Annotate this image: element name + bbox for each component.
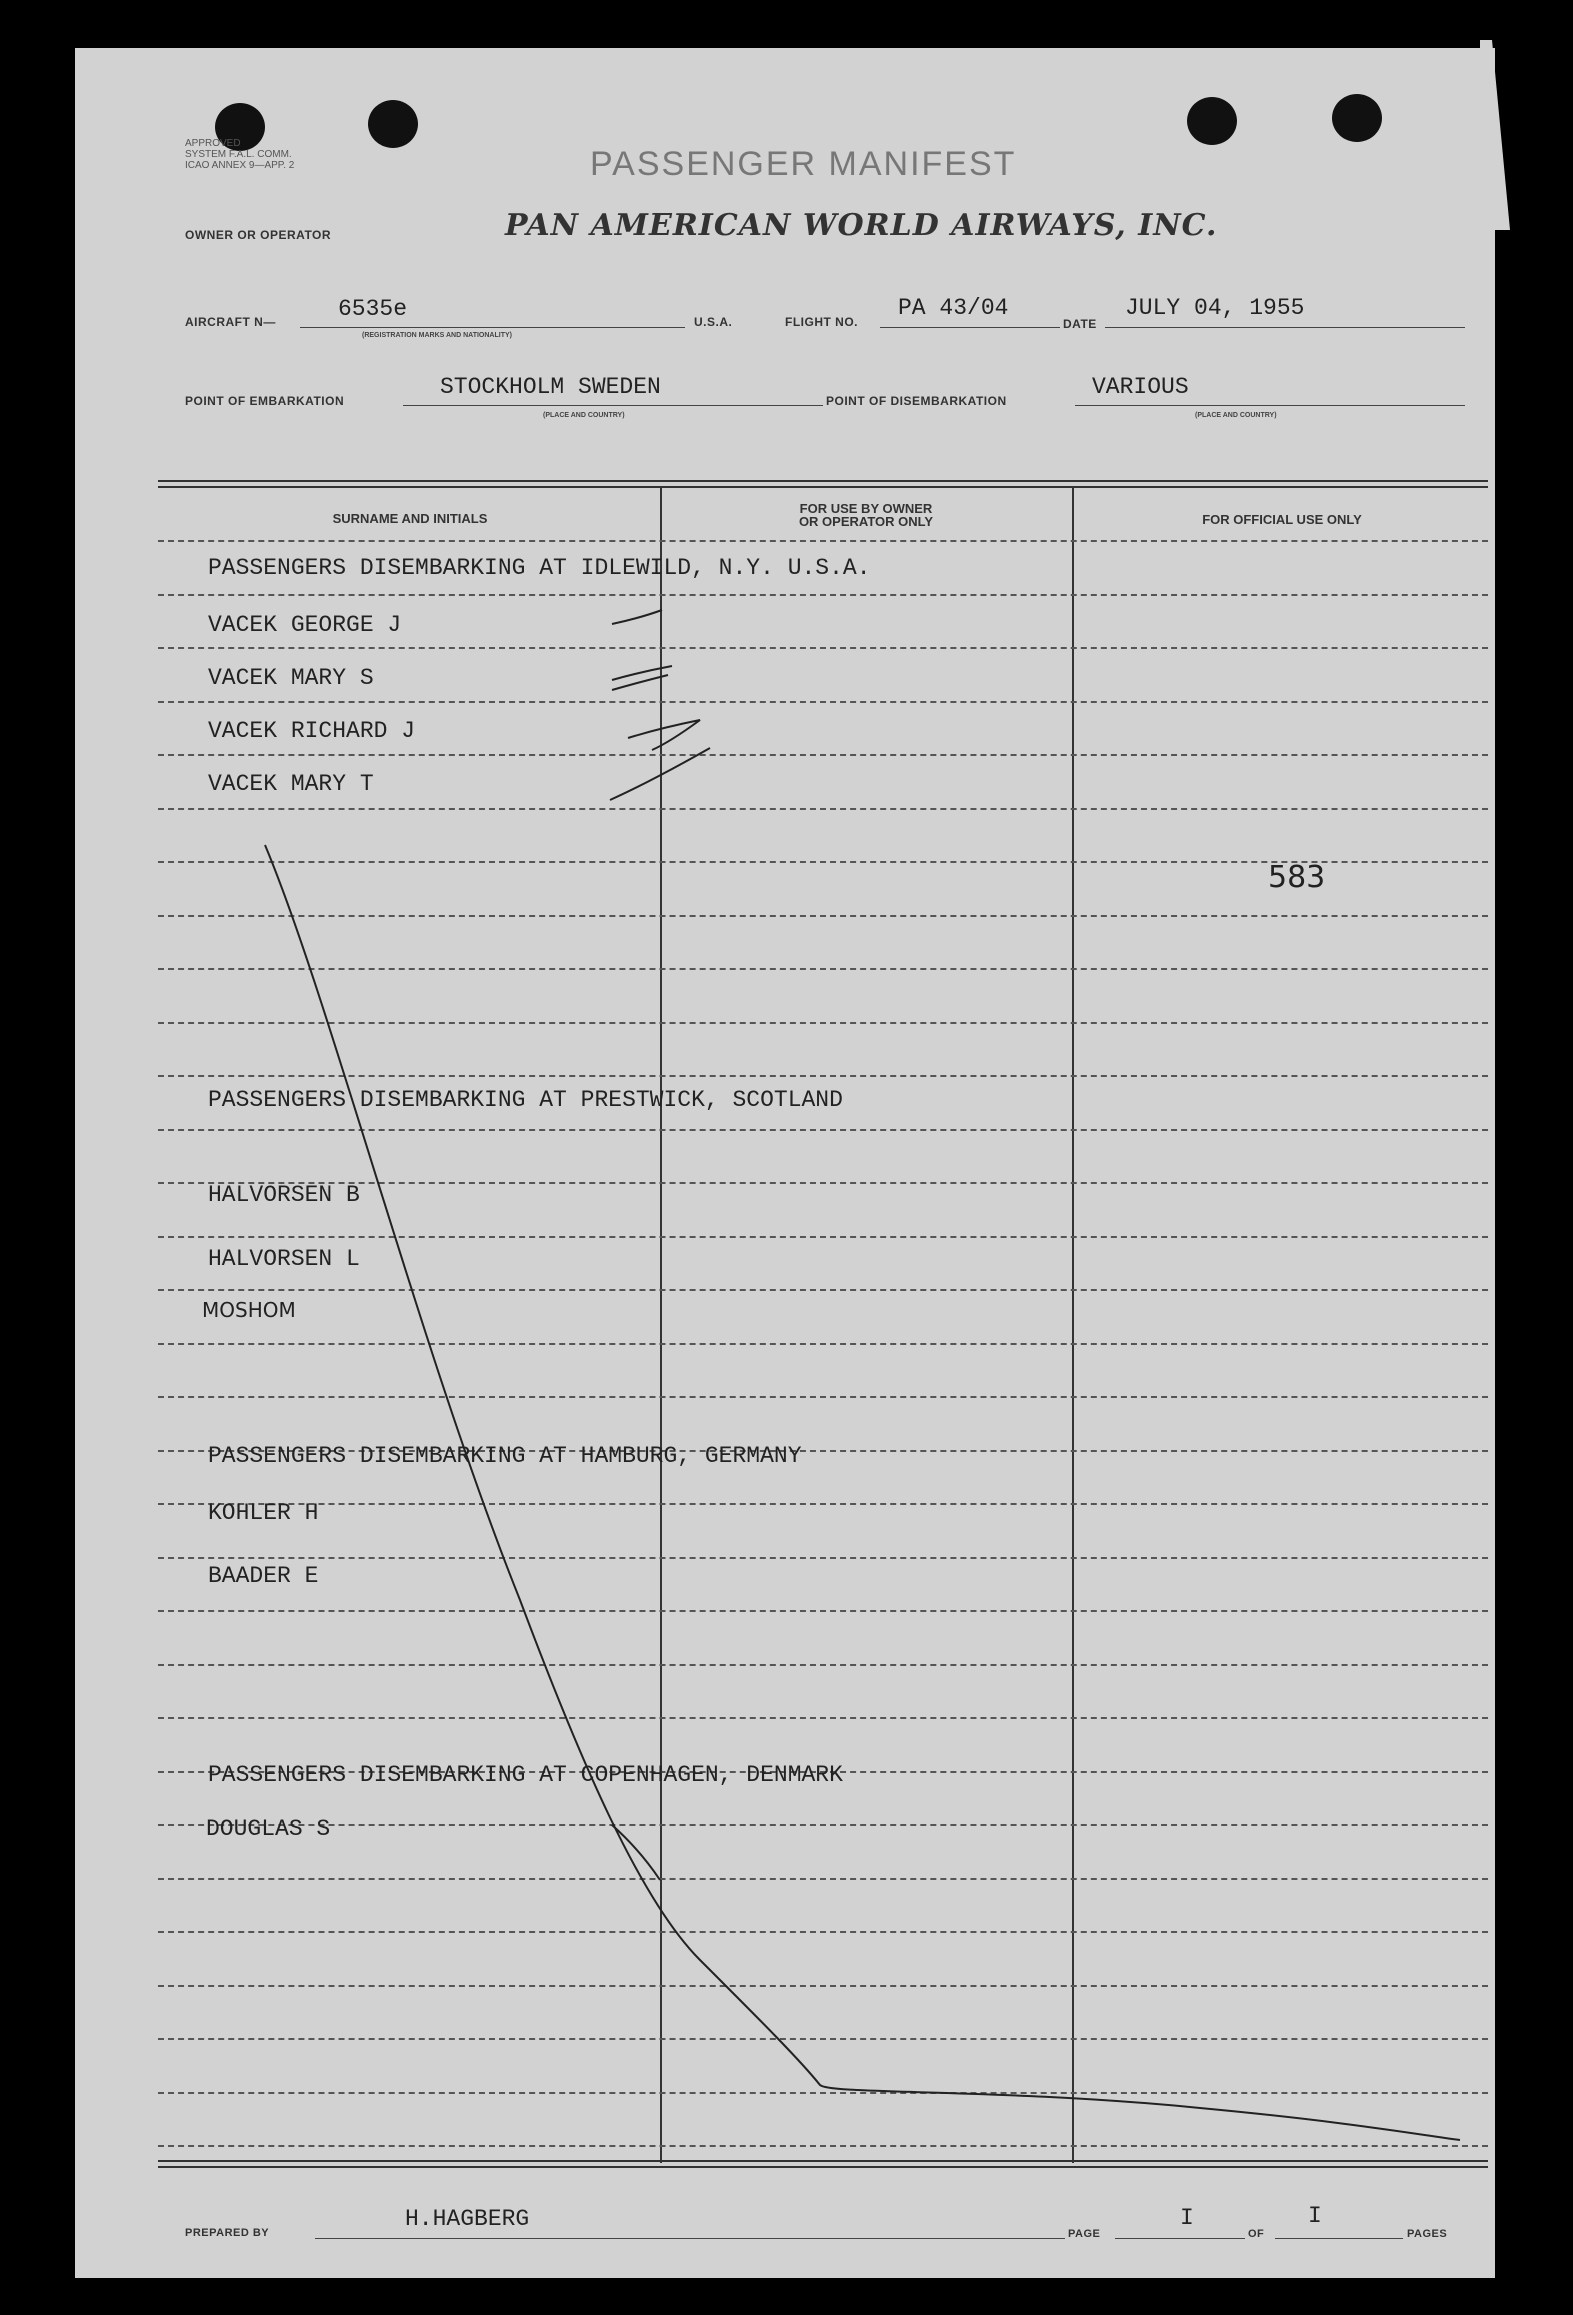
passenger-name: VACEK GEORGE J [208, 612, 402, 638]
page-label: PAGE [1068, 2228, 1101, 2240]
section-heading-copenhagen: PASSENGERS DISEMBARKING AT COPENHAGEN, DENMARK [208, 1762, 843, 1788]
passenger-name: HALVORSEN B [208, 1182, 360, 1208]
passenger-name: MOSHOM [202, 1298, 296, 1322]
official-number: 583 [1268, 860, 1326, 895]
passenger-name: BAADER E [208, 1563, 319, 1589]
disembark-label: POINT OF DISEMBARKATION [826, 394, 1007, 408]
country-label: U.S.A. [694, 315, 733, 329]
column-header-official-use: FOR OFFICIAL USE ONLY [1202, 512, 1362, 527]
owner-label: OWNER OR OPERATOR [185, 228, 332, 242]
of-label: OF [1248, 2228, 1265, 2240]
operator-name: PAN AMERICAN WORLD AIRWAYS, INC. [505, 208, 1218, 243]
disembark-value: VARIOUS [1092, 374, 1189, 400]
passenger-name: DOUGLAS S [206, 1816, 331, 1842]
flight-value: PA 43/04 [898, 295, 1009, 321]
prepared-by-underline [315, 2238, 1065, 2239]
approval-stamp: APPROVED SYSTEM F.A.L. COMM. ICAO ANNEX 9—APP. 2 [185, 138, 295, 171]
passenger-name: VACEK MARY T [208, 771, 374, 797]
disembark-caption: (PLACE AND COUNTRY) [1195, 412, 1277, 419]
passenger-name: VACEK MARY S [208, 665, 374, 691]
page-title: PASSENGER MANIFEST [590, 145, 1017, 183]
section-heading-prestwick: PASSENGERS DISEMBARKING AT PRESTWICK, SCOTLAND [208, 1087, 843, 1113]
registration-caption: (REGISTRATION MARKS AND NATIONALITY) [362, 332, 512, 339]
date-value: JULY 04, 1955 [1125, 295, 1305, 321]
embark-label: POINT OF EMBARKATION [185, 394, 345, 408]
passenger-name: KOHLER H [208, 1500, 319, 1526]
embark-caption: (PLACE AND COUNTRY) [543, 412, 625, 419]
column-header-owner-use: FOR USE BY OWNER OR OPERATOR ONLY [798, 501, 934, 529]
embark-value: STOCKHOLM SWEDEN [440, 374, 661, 400]
passenger-name: HALVORSEN L [208, 1246, 360, 1272]
section-heading-hamburg: PASSENGERS DISEMBARKING AT HAMBURG, GERMANY [208, 1443, 802, 1469]
flight-label: FLIGHT NO. [785, 315, 858, 329]
page-number: I [1180, 2205, 1194, 2231]
prepared-by-label: PREPARED BY [185, 2227, 270, 2239]
prepared-by-value: H.HAGBERG [405, 2206, 530, 2232]
page-underline [1115, 2238, 1245, 2239]
aircraft-label: AIRCRAFT N— [185, 315, 276, 329]
pages-underline [1275, 2238, 1403, 2239]
date-label: DATE [1063, 317, 1097, 331]
section-heading-idlewild: PASSENGERS DISEMBARKING AT IDLEWILD, N.Y. U.S.A. [208, 555, 871, 581]
passenger-name: VACEK RICHARD J [208, 718, 416, 744]
page-count: I [1308, 2203, 1322, 2229]
aircraft-value: 6535e [338, 296, 408, 322]
pages-label: PAGES [1407, 2228, 1448, 2240]
column-header-surname: SURNAME AND INITIALS [332, 511, 488, 526]
